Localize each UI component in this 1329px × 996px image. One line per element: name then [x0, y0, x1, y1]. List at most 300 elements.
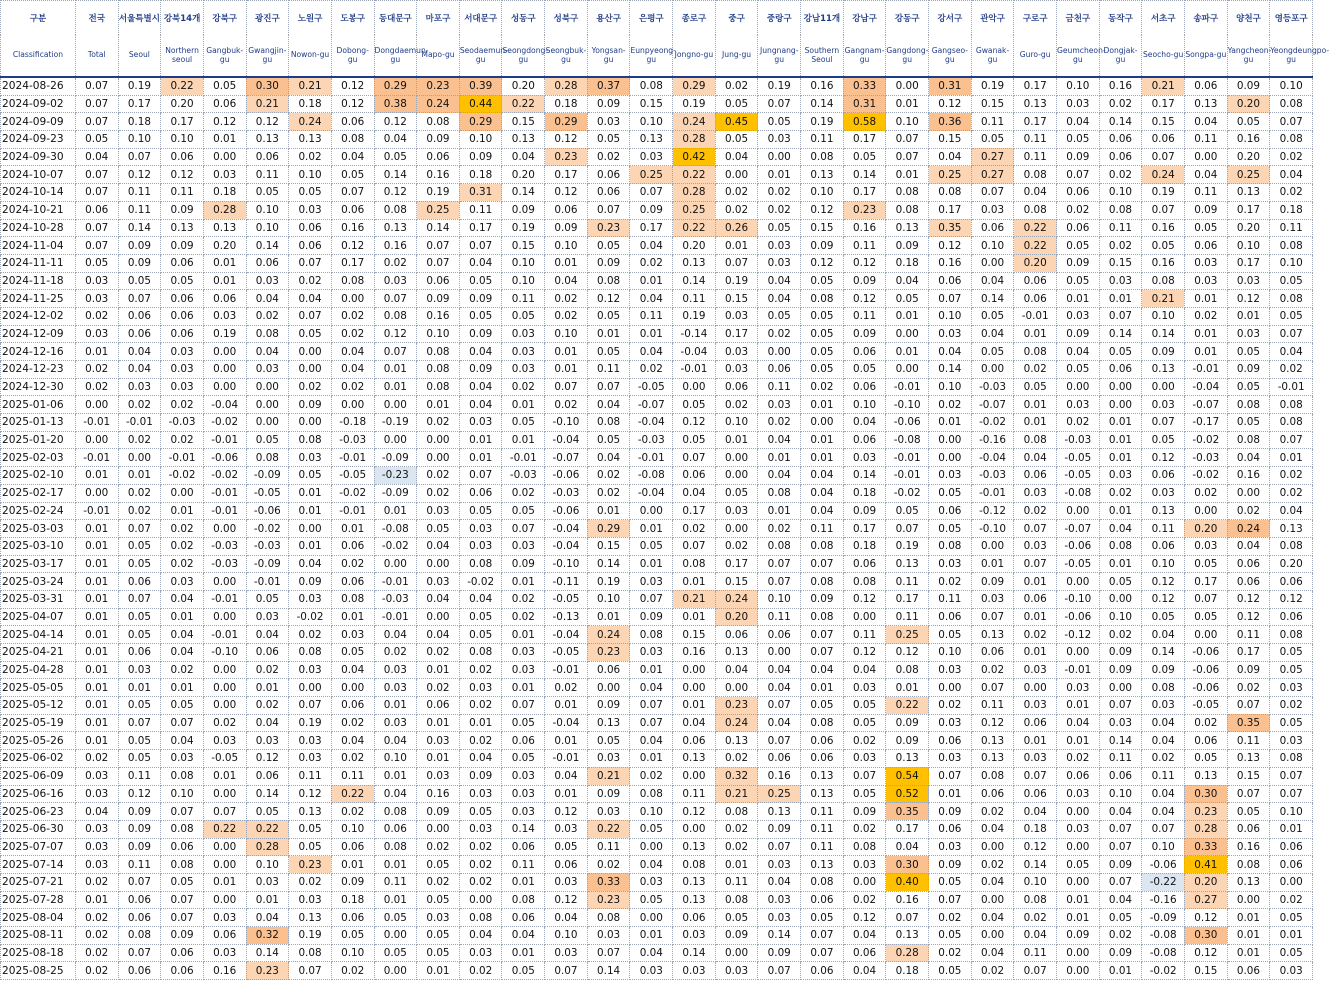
column-header-en: Gangnam-gu	[843, 35, 886, 77]
value-cell: 0.07	[971, 679, 1014, 697]
value-cell: 0.08	[1270, 95, 1313, 113]
value-cell: 0.01	[75, 732, 118, 750]
value-cell: 0.30	[1184, 785, 1227, 803]
value-cell: -0.01	[203, 626, 246, 644]
value-cell: 0.16	[417, 307, 460, 325]
value-cell: 0.04	[1142, 714, 1185, 732]
value-cell: 0.20	[1014, 254, 1057, 272]
value-cell: 0.11	[118, 184, 161, 202]
value-cell: 0.08	[459, 555, 502, 573]
value-cell: 0.08	[886, 661, 929, 679]
value-cell: 0.03	[1014, 750, 1057, 768]
value-cell: 0.03	[459, 414, 502, 432]
value-cell: -0.06	[886, 414, 929, 432]
value-cell: 0.03	[758, 237, 801, 255]
value-cell: 0.03	[1057, 785, 1100, 803]
value-cell: 0.05	[1227, 378, 1270, 396]
value-cell: 0.01	[886, 95, 929, 113]
value-cell: 0.20	[715, 608, 758, 626]
value-cell: 0.01	[75, 555, 118, 573]
value-cell: 0.01	[1099, 449, 1142, 467]
value-cell: 0.01	[417, 962, 460, 980]
value-cell: 0.02	[289, 626, 332, 644]
value-cell: 0.00	[289, 414, 332, 432]
week-date-cell: 2024-08-26	[1, 77, 76, 95]
value-cell: 0.02	[1014, 626, 1057, 644]
value-cell: 0.13	[1227, 750, 1270, 768]
value-cell: 0.05	[929, 484, 972, 502]
value-cell: 0.00	[1184, 626, 1227, 644]
value-cell: 0.06	[545, 201, 588, 219]
value-cell: 0.05	[843, 697, 886, 715]
value-cell: 0.02	[75, 944, 118, 962]
value-cell: -0.08	[374, 520, 417, 538]
value-cell: 0.22	[673, 166, 716, 184]
value-cell: 0.04	[673, 714, 716, 732]
value-cell: 0.05	[843, 361, 886, 379]
value-cell: 0.01	[75, 661, 118, 679]
value-cell: 0.15	[1099, 254, 1142, 272]
value-cell: 0.09	[929, 803, 972, 821]
value-cell: -0.17	[1184, 414, 1227, 432]
value-cell: 0.04	[801, 484, 844, 502]
value-cell: 0.00	[374, 396, 417, 414]
value-cell: -0.05	[545, 644, 588, 662]
value-cell: 0.02	[1184, 307, 1227, 325]
value-cell: 0.09	[843, 502, 886, 520]
value-cell: 0.17	[1142, 95, 1185, 113]
value-cell: -0.06	[1184, 679, 1227, 697]
value-cell: 0.07	[886, 148, 929, 166]
value-cell: 0.02	[289, 272, 332, 290]
value-cell: 0.07	[758, 732, 801, 750]
value-cell: 0.08	[1099, 201, 1142, 219]
column-header-kr: 종로구	[673, 1, 716, 36]
column-header-kr: 관악구	[971, 1, 1014, 36]
value-cell: 0.07	[459, 467, 502, 485]
week-date-cell: 2025-07-28	[1, 891, 76, 909]
value-cell: 0.10	[118, 131, 161, 149]
value-cell: 0.02	[459, 661, 502, 679]
value-cell: 0.21	[246, 95, 289, 113]
value-cell: 0.00	[246, 396, 289, 414]
value-cell: 0.06	[1057, 219, 1100, 237]
value-cell: 0.10	[161, 131, 204, 149]
value-cell: -0.04	[630, 414, 673, 432]
value-cell: 0.12	[545, 131, 588, 149]
value-cell: 0.00	[843, 608, 886, 626]
value-cell: 0.13	[1227, 184, 1270, 202]
value-cell: -0.02	[459, 573, 502, 591]
value-cell: 0.05	[630, 537, 673, 555]
value-cell: 0.04	[289, 290, 332, 308]
value-cell: 0.31	[459, 184, 502, 202]
value-cell: 0.06	[118, 325, 161, 343]
value-cell: 0.01	[75, 343, 118, 361]
value-cell: 0.06	[331, 573, 374, 591]
value-cell: 0.07	[1227, 785, 1270, 803]
value-cell: 0.02	[289, 873, 332, 891]
value-cell: 0.07	[758, 573, 801, 591]
column-header-kr: 금천구	[1057, 1, 1100, 36]
value-cell: 0.35	[886, 803, 929, 821]
value-cell: 0.14	[758, 927, 801, 945]
value-cell: 0.23	[246, 962, 289, 980]
value-cell: -0.11	[545, 573, 588, 591]
value-cell: -0.03	[331, 431, 374, 449]
value-cell: 0.24	[1142, 166, 1185, 184]
value-cell: 0.00	[886, 325, 929, 343]
value-cell: 0.09	[886, 732, 929, 750]
value-cell: -0.01	[673, 361, 716, 379]
value-cell: 0.03	[1142, 484, 1185, 502]
value-cell: 0.11	[118, 767, 161, 785]
value-cell: 0.10	[929, 378, 972, 396]
value-cell: 0.08	[630, 77, 673, 95]
week-date-cell: 2025-04-28	[1, 661, 76, 679]
value-cell: 0.01	[801, 679, 844, 697]
value-cell: 0.05	[1142, 608, 1185, 626]
value-cell: 0.10	[502, 272, 545, 290]
value-cell: 0.00	[673, 661, 716, 679]
value-cell: -0.08	[1057, 484, 1100, 502]
value-cell: 0.13	[971, 750, 1014, 768]
value-cell: -0.04	[630, 484, 673, 502]
value-cell: 0.10	[1142, 307, 1185, 325]
value-cell: 0.05	[715, 95, 758, 113]
value-cell: 0.10	[1270, 254, 1313, 272]
column-header-en: Yongsan-gu	[587, 35, 630, 77]
value-cell: 0.07	[1142, 414, 1185, 432]
value-cell: 0.00	[1184, 148, 1227, 166]
value-cell: 0.02	[161, 661, 204, 679]
value-cell: 0.11	[1184, 184, 1227, 202]
value-cell: 0.02	[971, 856, 1014, 874]
column-header-en: Southern Seoul	[801, 35, 844, 77]
value-cell: 0.09	[1057, 927, 1100, 945]
value-cell: -0.10	[545, 414, 588, 432]
value-cell: 0.13	[289, 909, 332, 927]
value-cell: 0.06	[587, 184, 630, 202]
table-row	[1, 343, 1313, 361]
value-cell: -0.06	[203, 449, 246, 467]
value-cell: 0.08	[886, 184, 929, 202]
value-cell: 0.02	[1270, 148, 1313, 166]
value-cell: 0.18	[289, 95, 332, 113]
value-cell: 0.03	[289, 449, 332, 467]
value-cell: -0.10	[545, 555, 588, 573]
value-cell: -0.06	[1057, 537, 1100, 555]
value-cell: -0.03	[203, 555, 246, 573]
value-cell: 0.06	[118, 962, 161, 980]
value-cell: -0.01	[1184, 361, 1227, 379]
week-date-cell: 2025-01-06	[1, 396, 76, 414]
value-cell: 0.09	[929, 856, 972, 874]
value-cell: 0.07	[75, 237, 118, 255]
value-cell: 0.03	[502, 785, 545, 803]
value-cell: 0.30	[246, 77, 289, 95]
value-cell: 0.02	[118, 484, 161, 502]
value-cell: 0.04	[1014, 184, 1057, 202]
value-cell: 0.06	[161, 290, 204, 308]
value-cell: 0.05	[203, 77, 246, 95]
value-cell: 0.13	[246, 131, 289, 149]
column-header-kr: 서대문구	[459, 1, 502, 36]
value-cell: 0.12	[1142, 573, 1185, 591]
value-cell: 0.19	[203, 325, 246, 343]
week-date-cell: 2025-05-26	[1, 732, 76, 750]
value-cell: 0.03	[971, 201, 1014, 219]
value-cell: 0.09	[502, 555, 545, 573]
value-cell: 0.23	[545, 148, 588, 166]
value-cell: -0.05	[1057, 555, 1100, 573]
value-cell: 0.16	[1227, 467, 1270, 485]
value-cell: 0.06	[1014, 272, 1057, 290]
value-cell: -0.05	[630, 378, 673, 396]
value-cell: 0.07	[971, 184, 1014, 202]
value-cell: -0.02	[886, 484, 929, 502]
week-date-cell: 2024-10-21	[1, 201, 76, 219]
value-cell: 0.02	[545, 679, 588, 697]
value-cell: 0.09	[289, 573, 332, 591]
value-cell: 0.05	[1270, 661, 1313, 679]
value-cell: 0.10	[246, 219, 289, 237]
value-cell: -0.03	[1184, 449, 1227, 467]
value-cell: 0.08	[843, 573, 886, 591]
value-cell: 0.09	[118, 820, 161, 838]
table-row	[1, 750, 1313, 768]
value-cell: 0.05	[758, 113, 801, 131]
value-cell: 0.08	[971, 767, 1014, 785]
value-cell: 0.13	[673, 254, 716, 272]
value-cell: 0.08	[331, 131, 374, 149]
value-cell: 0.12	[1227, 290, 1270, 308]
value-cell: 0.00	[715, 166, 758, 184]
value-cell: 0.15	[630, 95, 673, 113]
value-cell: 0.02	[1270, 891, 1313, 909]
value-cell: 0.00	[246, 378, 289, 396]
value-cell: 0.04	[971, 325, 1014, 343]
value-cell: 0.05	[118, 537, 161, 555]
value-cell: 0.07	[1099, 838, 1142, 856]
value-cell: 0.07	[1270, 431, 1313, 449]
value-cell: 0.01	[1099, 414, 1142, 432]
value-cell: 0.04	[246, 714, 289, 732]
value-cell: 0.13	[1142, 502, 1185, 520]
value-cell: 0.00	[1057, 944, 1100, 962]
value-cell: 0.05	[886, 290, 929, 308]
value-cell: 0.09	[971, 573, 1014, 591]
value-cell: 0.15	[502, 113, 545, 131]
column-header-en: Jung-gu	[715, 35, 758, 77]
value-cell: 0.05	[801, 909, 844, 927]
value-cell: 0.06	[1014, 590, 1057, 608]
value-cell: 0.00	[673, 679, 716, 697]
value-cell: 0.01	[1057, 732, 1100, 750]
value-cell: 0.10	[459, 131, 502, 149]
value-cell: 0.20	[203, 237, 246, 255]
value-cell: 0.03	[758, 254, 801, 272]
value-cell: -0.07	[1184, 396, 1227, 414]
value-cell: 0.01	[75, 520, 118, 538]
value-cell: 0.12	[374, 325, 417, 343]
value-cell: 0.00	[1227, 891, 1270, 909]
value-cell: 0.01	[1227, 927, 1270, 945]
column-header-kr: 강남구	[843, 1, 886, 36]
value-cell: 0.09	[758, 944, 801, 962]
value-cell: 0.02	[715, 750, 758, 768]
value-cell: 0.03	[587, 750, 630, 768]
value-cell: 0.02	[1099, 927, 1142, 945]
value-cell: 0.03	[75, 290, 118, 308]
value-cell: 0.12	[331, 237, 374, 255]
value-cell: 0.06	[1099, 767, 1142, 785]
value-cell: 0.08	[374, 201, 417, 219]
value-cell: -0.05	[331, 467, 374, 485]
value-cell: 0.19	[118, 77, 161, 95]
value-cell: 0.04	[715, 148, 758, 166]
value-cell: 0.07	[758, 697, 801, 715]
value-cell: 0.13	[502, 131, 545, 149]
table-row	[1, 873, 1313, 891]
value-cell: 0.06	[1227, 555, 1270, 573]
value-cell: 0.02	[459, 697, 502, 715]
value-cell: 0.04	[289, 555, 332, 573]
value-cell: 0.03	[673, 927, 716, 945]
value-cell: 0.07	[1014, 767, 1057, 785]
value-cell: 0.03	[502, 661, 545, 679]
value-cell: 0.07	[161, 803, 204, 821]
week-date-cell: 2025-03-17	[1, 555, 76, 573]
value-cell: 0.01	[374, 502, 417, 520]
week-date-cell: 2025-02-17	[1, 484, 76, 502]
value-cell: 0.40	[886, 873, 929, 891]
value-cell: 0.03	[161, 573, 204, 591]
week-date-cell: 2025-08-11	[1, 927, 76, 945]
value-cell: 0.01	[545, 343, 588, 361]
value-cell: 0.02	[971, 962, 1014, 980]
value-cell: 0.01	[715, 431, 758, 449]
value-cell: 0.23	[289, 856, 332, 874]
value-cell: 0.03	[587, 803, 630, 821]
value-cell: 0.01	[1227, 307, 1270, 325]
table-row	[1, 77, 1313, 95]
value-cell: 0.11	[118, 856, 161, 874]
value-cell: 0.08	[587, 909, 630, 927]
value-cell: 0.09	[459, 148, 502, 166]
value-cell: 0.05	[1057, 131, 1100, 149]
value-cell: 0.05	[1099, 343, 1142, 361]
value-cell: 0.14	[374, 166, 417, 184]
value-cell: 0.23	[587, 891, 630, 909]
value-cell: 0.02	[1057, 414, 1100, 432]
value-cell: -0.02	[203, 467, 246, 485]
value-cell: 0.02	[843, 732, 886, 750]
value-cell: 0.01	[203, 131, 246, 149]
value-cell: 0.14	[843, 166, 886, 184]
value-cell: 0.08	[161, 856, 204, 874]
value-cell: 0.03	[374, 661, 417, 679]
value-cell: 0.03	[502, 343, 545, 361]
value-cell: 0.04	[971, 909, 1014, 927]
week-date-cell: 2024-09-23	[1, 131, 76, 149]
value-cell: 0.09	[843, 803, 886, 821]
value-cell: 0.03	[417, 502, 460, 520]
value-cell: 0.03	[758, 396, 801, 414]
value-cell: -0.06	[246, 502, 289, 520]
value-cell: 0.02	[161, 431, 204, 449]
value-cell: 0.06	[502, 909, 545, 927]
value-cell: -0.01	[75, 449, 118, 467]
value-cell: 0.07	[630, 714, 673, 732]
value-cell: 0.01	[75, 537, 118, 555]
value-cell: 0.12	[374, 113, 417, 131]
value-cell: 0.04	[161, 732, 204, 750]
value-cell: 0.02	[161, 555, 204, 573]
value-cell: 0.06	[971, 644, 1014, 662]
value-cell: 0.05	[289, 184, 332, 202]
value-cell: 0.22	[246, 820, 289, 838]
table-row	[1, 714, 1313, 732]
value-cell: 0.12	[971, 714, 1014, 732]
value-cell: 0.12	[331, 77, 374, 95]
value-cell: 0.17	[886, 820, 929, 838]
table-row	[1, 909, 1313, 927]
value-cell: 0.12	[1270, 590, 1313, 608]
value-cell: 0.09	[459, 361, 502, 379]
value-cell: -0.09	[246, 555, 289, 573]
value-cell: 0.52	[886, 785, 929, 803]
week-date-cell: 2024-09-30	[1, 148, 76, 166]
value-cell: 0.02	[374, 644, 417, 662]
value-cell: -0.07	[630, 396, 673, 414]
value-cell: 0.22	[331, 785, 374, 803]
value-cell: 0.00	[374, 431, 417, 449]
value-cell: 0.08	[587, 272, 630, 290]
value-cell: 0.07	[1184, 590, 1227, 608]
value-cell: 0.03	[630, 573, 673, 591]
value-cell: -0.01	[203, 590, 246, 608]
value-cell: -0.12	[1057, 626, 1100, 644]
value-cell: 0.05	[161, 873, 204, 891]
value-cell: 0.08	[1142, 272, 1185, 290]
value-cell: 0.03	[1270, 679, 1313, 697]
value-cell: 0.00	[203, 378, 246, 396]
value-cell: 0.01	[374, 891, 417, 909]
value-cell: 0.12	[843, 590, 886, 608]
value-cell: 0.10	[331, 944, 374, 962]
value-cell: 0.01	[374, 378, 417, 396]
value-cell: -0.04	[545, 626, 588, 644]
value-cell: 0.04	[331, 148, 374, 166]
value-cell: 0.07	[374, 343, 417, 361]
value-cell: 0.13	[161, 219, 204, 237]
value-cell: 0.11	[843, 237, 886, 255]
header-row-english	[1, 35, 1313, 77]
value-cell: 0.06	[971, 219, 1014, 237]
value-cell: 0.04	[459, 396, 502, 414]
value-cell: 0.04	[459, 750, 502, 768]
value-cell: 0.01	[203, 767, 246, 785]
value-cell: 0.06	[758, 750, 801, 768]
value-cell: 0.07	[758, 555, 801, 573]
value-cell: 0.03	[1014, 697, 1057, 715]
value-cell: 0.12	[545, 184, 588, 202]
value-cell: 0.05	[715, 484, 758, 502]
value-cell: 0.06	[1057, 767, 1100, 785]
value-cell: 0.11	[1142, 520, 1185, 538]
value-cell: 0.01	[289, 502, 332, 520]
